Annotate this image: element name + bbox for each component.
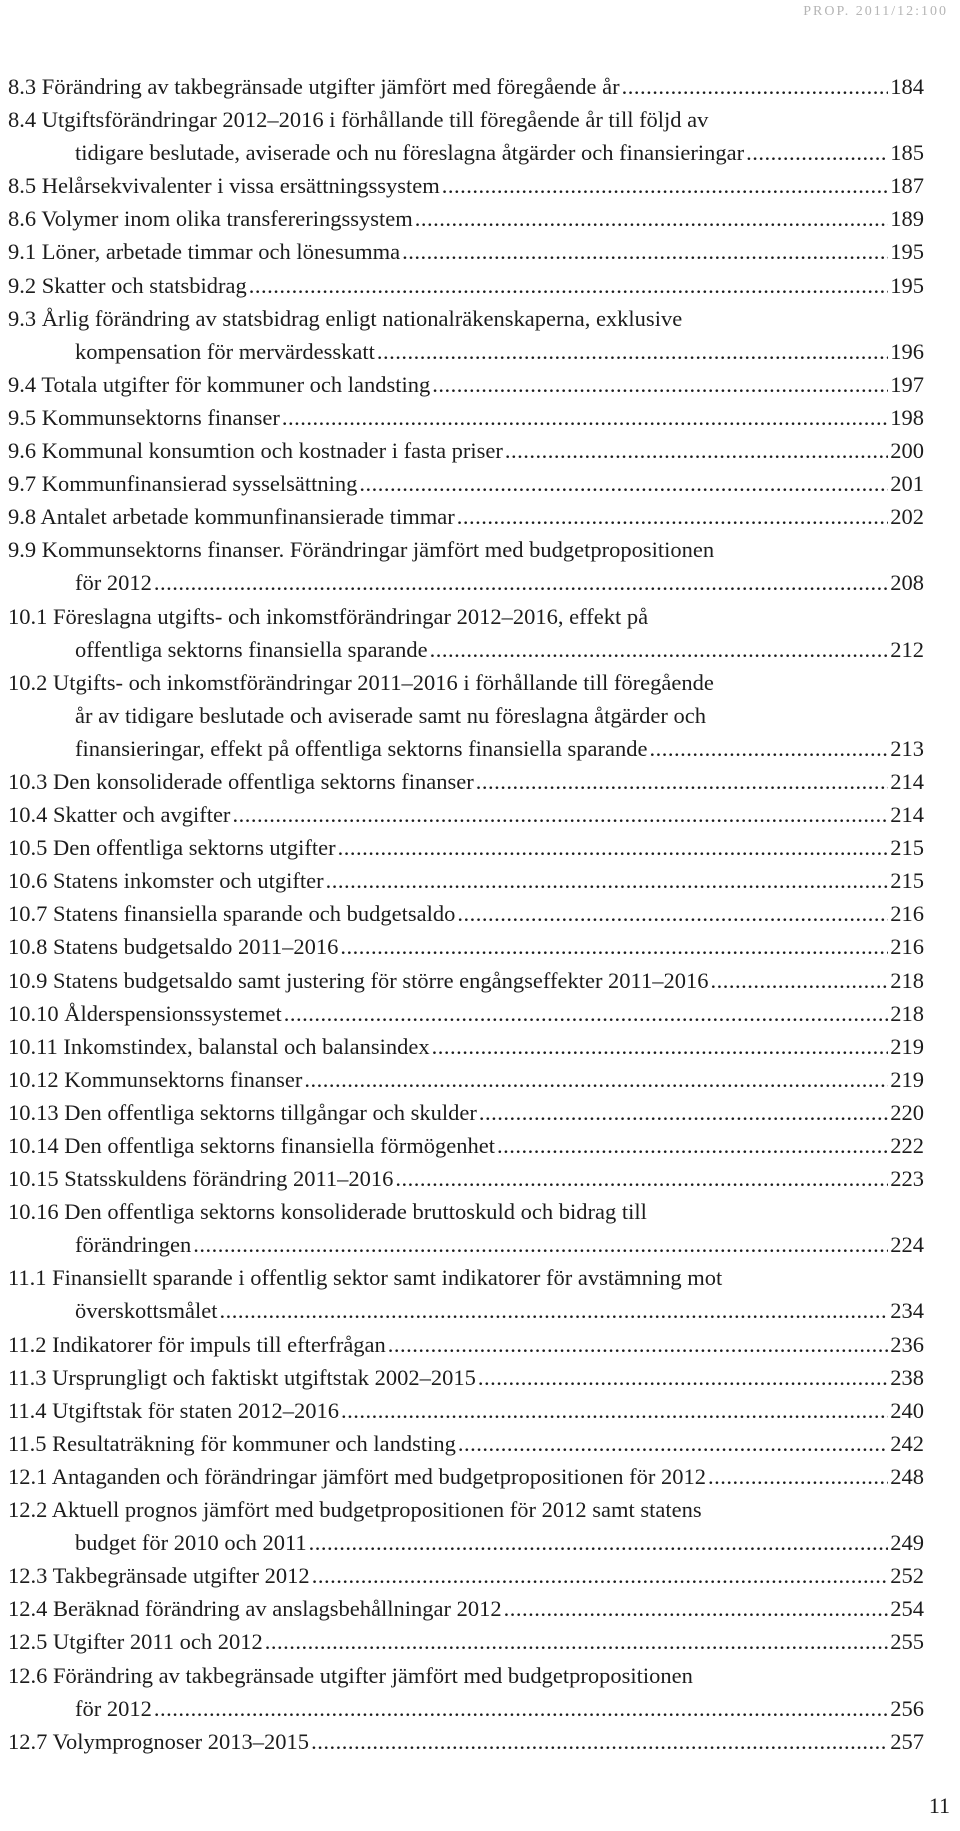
dot-leader (497, 1133, 888, 1159)
toc-entry-page: 224 (890, 1232, 924, 1258)
toc-entry[interactable] (8, 670, 924, 769)
dot-leader (432, 372, 888, 398)
toc-entry-page: 195 (890, 272, 924, 298)
toc-entry-title: 9.2 Skatter och statsbidrag (8, 272, 247, 298)
toc-entry[interactable] (8, 1133, 924, 1166)
dot-leader (622, 74, 889, 100)
toc-entry-title: 12.5 Utgifter 2011 och 2012 (8, 1629, 263, 1655)
toc-entry[interactable] (8, 835, 924, 868)
page-number: 11 (928, 1793, 950, 1818)
dot-leader (284, 1001, 889, 1027)
toc-entry[interactable] (8, 173, 924, 206)
dot-leader (338, 835, 889, 861)
toc-entry-title: 11.5 Resultaträkning för kommuner och landsting (8, 1430, 456, 1456)
toc-entry[interactable] (8, 306, 924, 372)
dot-leader (430, 637, 889, 663)
toc-entry-title: 9.9 Kommunsektorns finanser. Förändringar jämfört med budgetpropositionen (8, 537, 715, 563)
toc-entry-title: kompensation för mervärdesskatt (75, 338, 375, 364)
dot-leader (359, 471, 888, 497)
toc-entry[interactable] (8, 273, 924, 306)
dot-leader (395, 1166, 888, 1192)
toc-entry-title: finansieringar, effekt på offentliga sektorns finansiella sparande (75, 735, 648, 761)
toc-entry-title: tidigare beslutade, aviserade och nu föreslagna åtgärder och finansieringar (75, 140, 745, 166)
dot-leader (377, 339, 888, 365)
toc-entry-title: 10.14 Den offentliga sektorns finansiella förmögenhet (8, 1133, 495, 1158)
toc-entry[interactable] (8, 372, 924, 405)
dot-leader (304, 1067, 888, 1093)
toc-entry-title: överskottsmålet (75, 1298, 218, 1324)
toc-entry[interactable] (8, 802, 924, 835)
dot-leader (504, 1596, 889, 1622)
toc-entry-page: 213 (890, 735, 924, 761)
toc-entry-title: 12.6 Förändring av takbegränsade utgifter jämfört med budgetpropositionen (8, 1662, 693, 1688)
toc-entry-page: 215 (890, 835, 924, 861)
toc-entry-title: 10.16 Den offentliga sektorns konsoliderade bruttoskuld och bidrag till (8, 1199, 647, 1225)
toc-entry-title: år av tidigare beslutade och aviserade samt nu föreslagna åtgärder och (75, 702, 706, 728)
toc-entry-title: 9.6 Kommunal konsumtion och kostnader i fasta priser (8, 438, 503, 464)
toc-entry-page: 196 (890, 338, 924, 364)
toc-entry-page: 234 (890, 1298, 924, 1324)
dot-leader (432, 1034, 889, 1060)
toc-entry[interactable] (8, 1365, 924, 1398)
toc-entry-page: 202 (890, 504, 924, 530)
dot-leader (340, 934, 888, 960)
toc-entry[interactable] (8, 868, 924, 901)
toc-entry-title: 10.13 Den offentliga sektorns tillgångar och skulder (8, 1099, 477, 1125)
toc-entry[interactable] (8, 206, 924, 239)
dot-leader (154, 1696, 888, 1722)
dot-leader (478, 1365, 888, 1391)
toc-entry-page: 216 (890, 934, 924, 960)
toc-entry[interactable] (8, 239, 924, 272)
dot-leader (193, 1232, 888, 1258)
toc-entry-title: 9.1 Löner, arbetade timmar och lönesumma (8, 239, 401, 265)
running-header: PROP. 2011/12:100 (803, 4, 948, 19)
dot-leader (309, 1530, 889, 1556)
toc-entry[interactable] (8, 968, 924, 1001)
toc-entry[interactable] (8, 934, 924, 967)
toc-entry-title: 11.1 Finansiellt sparande i offentlig sektor samt indikatorer för avstämning mot (8, 1265, 723, 1291)
toc-entry-title: 9.8 Antalet arbetade kommunfinansierade timmar (8, 504, 455, 530)
toc-entry-page: 219 (890, 1033, 924, 1059)
toc-entry-page: 187 (890, 173, 924, 199)
toc-entry[interactable] (8, 1001, 924, 1034)
toc-entry[interactable] (8, 1034, 924, 1067)
toc-entry-page: 236 (890, 1331, 924, 1357)
toc-entry-page: 185 (890, 140, 924, 166)
toc-entry[interactable] (8, 471, 924, 504)
dot-leader (282, 405, 888, 431)
toc-entry[interactable] (8, 1332, 924, 1365)
toc-entry-page: 197 (890, 371, 924, 397)
dot-leader (479, 1100, 888, 1126)
toc-entry[interactable] (8, 537, 924, 603)
toc-entry[interactable] (8, 504, 924, 537)
toc-entry-title: 10.12 Kommunsektorns finanser (8, 1066, 303, 1092)
toc-entry-page: 214 (890, 802, 924, 828)
dot-leader (154, 570, 888, 596)
toc-entry-page: 240 (890, 1397, 924, 1423)
toc-entry-title: 10.3 Den konsoliderade offentliga sektorns finanser (8, 768, 474, 794)
toc-entry-title: 9.3 Årlig förändring av statsbidrag enligt nationalräkenskaperna, exklusive (8, 305, 683, 331)
dot-leader (312, 1563, 889, 1589)
toc-entry[interactable] (8, 1497, 924, 1563)
dot-leader (326, 868, 889, 894)
toc-entry-page: 252 (890, 1563, 924, 1589)
toc-entry-title: 10.5 Den offentliga sektorns utgifter (8, 835, 336, 861)
toc-entry-title: offentliga sektorns finansiella sparande (75, 636, 428, 662)
toc-entry-title: 12.2 Aktuell prognos jämfört med budgetpropositionen för 2012 samt statens (8, 1497, 702, 1523)
toc-entry[interactable] (8, 1729, 924, 1762)
toc-entry[interactable] (8, 1100, 924, 1133)
toc-entry-page: 242 (890, 1430, 924, 1456)
toc-entry-title: budget för 2010 och 2011 (75, 1530, 307, 1556)
toc-entry-page: 255 (890, 1629, 924, 1655)
toc-entry[interactable] (8, 74, 924, 107)
toc-entry-title: 10.7 Statens finansiella sparande och budgetsaldo (8, 901, 456, 927)
toc-entry-title: 10.11 Inkomstindex, balanstal och balansindex (8, 1033, 430, 1059)
toc-entry-title: 10.8 Statens budgetsaldo 2011–2016 (8, 934, 339, 960)
toc-entry[interactable] (8, 107, 924, 173)
toc-entry[interactable] (8, 1563, 924, 1596)
toc-entry-page: 189 (890, 206, 924, 232)
dot-leader (442, 173, 888, 199)
toc-entry-page: 257 (890, 1728, 924, 1754)
toc-entry-page: 208 (890, 570, 924, 596)
dot-leader (311, 1729, 888, 1755)
toc-entry-title: 9.4 Totala utgifter för kommuner och landsting (8, 371, 431, 397)
toc-entry-page: 249 (890, 1530, 924, 1556)
toc-entry-page: 195 (890, 239, 924, 265)
toc-entry[interactable] (8, 769, 924, 802)
dot-leader (415, 206, 889, 232)
toc-entry-page: 216 (890, 901, 924, 927)
toc-entry-title: 10.4 Skatter och avgifter (8, 802, 231, 828)
toc-entry-page: 218 (890, 967, 924, 993)
toc-entry-title: för 2012 (75, 1695, 152, 1721)
dot-leader (746, 140, 888, 166)
dot-leader (402, 239, 888, 265)
toc-entry-title: 11.2 Indikatorer för impuls till efterfrågan (8, 1331, 386, 1357)
toc-entry-page: 215 (890, 868, 924, 894)
toc-entry-title: 11.3 Ursprungligt och faktiskt utgiftstak 2002–2015 (8, 1364, 476, 1390)
dot-leader (388, 1332, 888, 1358)
toc-entry-page: 248 (890, 1463, 924, 1489)
dot-leader (219, 1298, 888, 1324)
toc-entry-page: 219 (890, 1066, 924, 1092)
dot-leader (341, 1398, 888, 1424)
toc-entry-title: 8.5 Helårsekvivalenter i vissa ersättningssystem (8, 173, 440, 199)
toc-entry-title: 10.6 Statens inkomster och utgifter (8, 868, 324, 894)
toc-entry-title: 10.9 Statens budgetsaldo samt justering för större engångseffekter 2011–2016 (8, 967, 709, 993)
toc-entry-title: 12.7 Volymprognoser 2013–2015 (8, 1728, 310, 1754)
toc-entry[interactable] (8, 1629, 924, 1662)
toc-entry-title: 11.4 Utgiftstak för staten 2012–2016 (8, 1397, 339, 1423)
toc-entry-title: 10.10 Ålderspensionssystemet (8, 1000, 282, 1026)
toc-entry-title: 10.2 Utgifts- och inkomstförändringar 2011–2016 i förhållande till föregående (8, 669, 714, 695)
toc-entry-title: för 2012 (75, 570, 152, 596)
toc-entry-page: 223 (890, 1166, 924, 1192)
toc-entry-page: 200 (890, 438, 924, 464)
toc-entry[interactable] (8, 1431, 924, 1464)
toc-entry[interactable] (8, 1199, 924, 1265)
toc-entry[interactable] (8, 1663, 924, 1729)
toc-entry-title: 9.5 Kommunsektorns finanser (8, 404, 280, 430)
dot-leader (476, 769, 889, 795)
dot-leader (457, 901, 888, 927)
toc-entry[interactable] (8, 1596, 924, 1629)
toc-entry-title: 8.6 Volymer inom olika transfereringssystem (8, 206, 413, 232)
dot-leader (458, 1431, 888, 1457)
table-of-figures (8, 74, 924, 1762)
toc-entry-title: 10.15 Statsskuldens förändring 2011–2016 (8, 1166, 394, 1192)
toc-entry-page: 238 (890, 1364, 924, 1390)
dot-leader (505, 438, 888, 464)
toc-entry-page: 222 (890, 1133, 924, 1158)
toc-entry-title: 12.4 Beräknad förändring av anslagsbehållningar 2012 (8, 1596, 502, 1622)
toc-entry-page: 214 (890, 768, 924, 794)
toc-entry-page: 220 (890, 1099, 924, 1125)
toc-entry[interactable] (8, 1166, 924, 1199)
toc-entry[interactable] (8, 1067, 924, 1100)
toc-entry-page: 201 (890, 471, 924, 497)
dot-leader (232, 802, 888, 828)
toc-entry[interactable] (8, 1265, 924, 1331)
toc-entry-page: 212 (890, 636, 924, 662)
dot-leader (457, 504, 889, 530)
toc-entry-title: 12.3 Takbegränsade utgifter 2012 (8, 1563, 310, 1589)
dot-leader (708, 1464, 888, 1490)
toc-entry-page: 254 (890, 1596, 924, 1622)
toc-entry-title: 8.3 Förändring av takbegränsade utgifter jämfört med föregående år (8, 74, 620, 99)
toc-entry-title: 12.1 Antaganden och förändringar jämfört med budgetpropositionen för 2012 (8, 1463, 706, 1489)
toc-entry[interactable] (8, 604, 924, 670)
toc-entry[interactable] (8, 1464, 924, 1497)
dot-leader (649, 736, 888, 762)
toc-entry-page: 184 (890, 74, 924, 99)
toc-entry[interactable] (8, 1398, 924, 1431)
dot-leader (710, 968, 888, 994)
toc-entry-title: förändringen (75, 1232, 192, 1258)
toc-entry[interactable] (8, 901, 924, 934)
dot-leader (249, 273, 889, 299)
toc-entry-title: 8.4 Utgiftsförändringar 2012–2016 i förhållande till föregående år till följd av (8, 107, 709, 133)
dot-leader (265, 1629, 888, 1655)
toc-entry[interactable] (8, 438, 924, 471)
toc-entry-page: 198 (890, 404, 924, 430)
toc-entry-title: 9.7 Kommunfinansierad sysselsättning (8, 471, 358, 497)
toc-entry-title: 10.1 Föreslagna utgifts- och inkomstförändringar 2012–2016, effekt på (8, 603, 649, 629)
toc-entry-page: 218 (890, 1000, 924, 1026)
toc-entry[interactable] (8, 405, 924, 438)
toc-entry-page: 256 (890, 1695, 924, 1721)
